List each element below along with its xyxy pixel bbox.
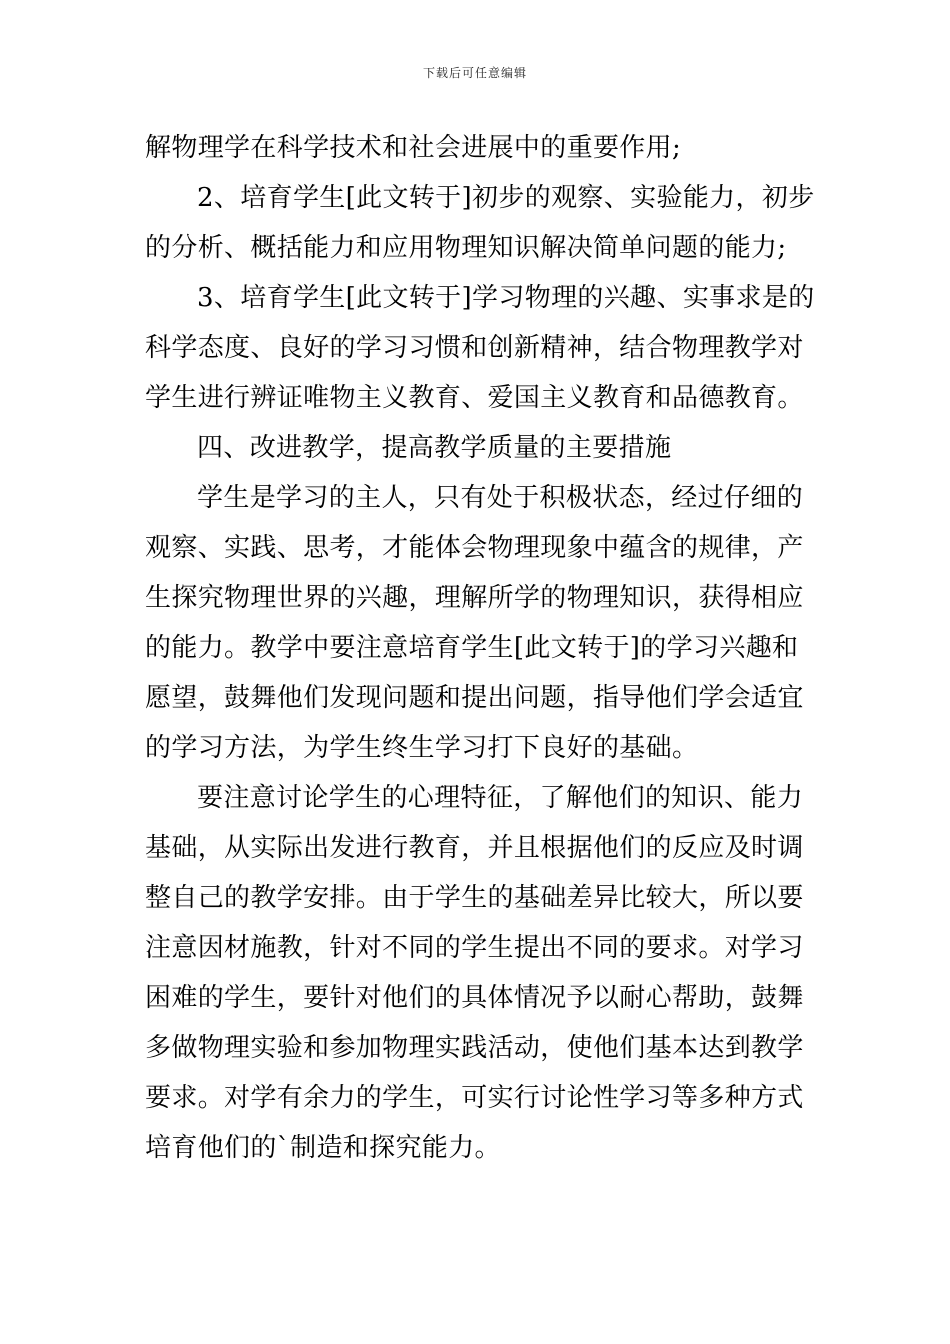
text-line: 注意因材施教，针对不同的学生提出不同的要求。对学习 [145, 933, 804, 963]
text-line: 学生是学习的主人，只有处于积极状态，经过仔细的 [197, 483, 804, 513]
text-line: 基础，从实际出发进行教育，并且根据他们的反应及时调 [145, 833, 804, 863]
text-line: 培育他们的`制造和探究能力。 [145, 1133, 501, 1163]
text-line: 困难的学生，要针对他们的具体情况予以耐心帮助，鼓舞 [145, 983, 804, 1013]
text-line: 整自己的教学安排。由于学生的基础差异比较大，所以要 [145, 883, 804, 913]
text-line: 2、培育学生[此文转于]初步的观察、实验能力，初步 [197, 183, 815, 213]
text-line: 观察、实践、思考，才能体会物理现象中蕴含的规律，产 [145, 533, 804, 563]
page-header-note: 下载后可任意编辑 [422, 66, 527, 80]
text-line: 生探究物理世界的兴趣，理解所学的物理知识，获得相应 [145, 583, 804, 613]
text-line: 多做物理实验和参加物理实践活动，使他们基本达到教学 [145, 1033, 804, 1063]
text-line: 的分析、概括能力和应用物理知识解决简单问题的能力; [145, 233, 787, 263]
text-line: 学生进行辨证唯物主义教育、爱国主义教育和品德教育。 [145, 383, 804, 413]
text-line: 3、培育学生[此文转于]学习物理的兴趣、实事求是的 [197, 283, 815, 313]
text-line: 的能力。教学中要注意培育学生[此文转于]的学习兴趣和 [145, 633, 799, 663]
text-line: 的学习方法，为学生终生学习打下良好的基础。 [145, 733, 699, 763]
text-line: 科学态度、良好的学习习惯和创新精神，结合物理教学对 [145, 333, 804, 363]
text-line: 要求。对学有余力的学生，可实行讨论性学习等多种方式 [145, 1083, 804, 1113]
section-heading: 四、改进教学，提高教学质量的主要措施 [197, 433, 672, 463]
text-line: 愿望，鼓舞他们发现问题和提出问题，指导他们学会适宜 [145, 683, 804, 713]
text-line: 解物理学在科学技术和社会进展中的重要作用; [145, 133, 682, 163]
text-line: 要注意讨论学生的心理特征，了解他们的知识、能力 [197, 783, 804, 813]
